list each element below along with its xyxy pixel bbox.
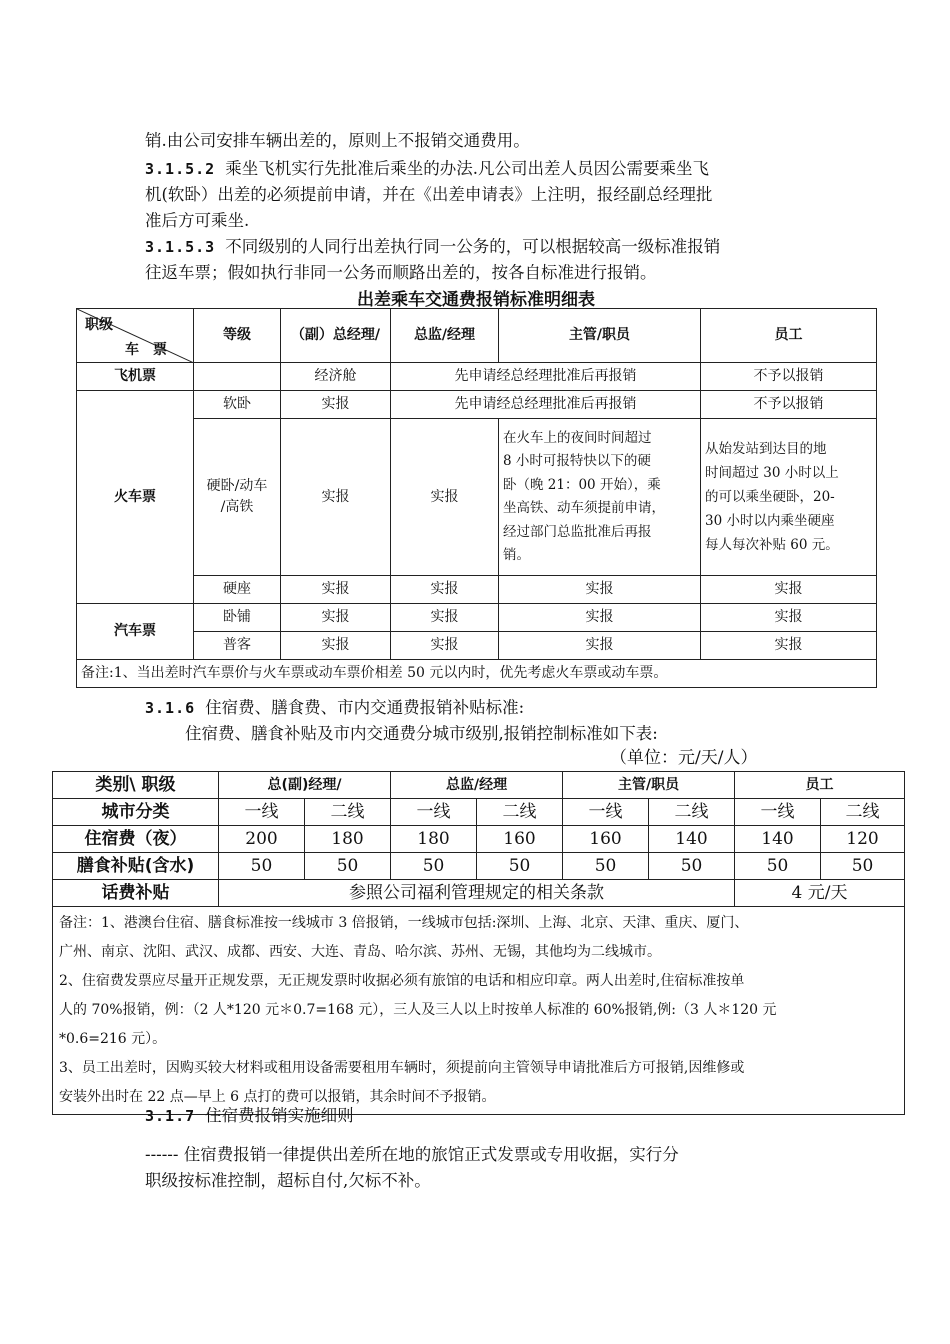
table-cell: 实报 [391, 604, 499, 632]
table-cell: 实报 [701, 604, 877, 632]
header-corner: 类别\ 职级 [53, 772, 219, 799]
section-3-1-6-heading [145, 695, 815, 721]
table-cell: 实报 [281, 391, 391, 419]
table-cell: 160 [563, 826, 649, 853]
table-cell: 不予以报销 [701, 363, 877, 391]
table-cell: 140 [649, 826, 735, 853]
section-number: 3.1.7 [145, 1107, 196, 1125]
table-notes [53, 907, 905, 1115]
table-cell: 50 [821, 853, 905, 880]
cell-line: 时间超过 30 小时以上 [705, 465, 839, 481]
table-header-row [53, 772, 905, 799]
cell-line: 在火车上的夜间时间超过 [503, 429, 652, 446]
table-row [77, 632, 877, 660]
unit-label: （单位：元/天/人） [610, 748, 758, 768]
paragraph-line: 乘坐飞机实行先批准后乘坐的办法.凡公司出差人员因公需要乘坐飞 [225, 159, 709, 178]
table-cell: 一线 [563, 799, 649, 826]
table-cell: 50 [649, 853, 735, 880]
cell-line: 销。 [503, 547, 530, 563]
row-label-plane: 飞机票 [77, 363, 194, 391]
table-cell: 二线 [649, 799, 735, 826]
grade-line: 硬卧/动车 [206, 478, 268, 494]
note-line: 备注：1、港澳台住宿、膳食标准按一线城市 3 倍报销，一线城市包括:深圳、上海、北京、天津、重庆、厦门、 [59, 915, 749, 931]
table-cell: 经济舱 [281, 363, 391, 391]
table-cell: 不予以报销 [701, 391, 877, 419]
row-label-bus: 汽车票 [77, 604, 194, 660]
paragraph-line: 职级按标准控制，超标自付,欠标不补。 [145, 1171, 431, 1190]
header-supervisor: 主管/职员 [499, 309, 701, 363]
note-line: 人的 70%报销，例：（2 人*120 元＊0.7=168 元），三人及三人以上时按单人标准的 60%报销,例:（3 人＊120 元 [59, 1002, 777, 1018]
table-cell-text [701, 419, 877, 576]
table-note-row [53, 907, 905, 1115]
header-employee: 员工 [701, 309, 877, 363]
row-label-meals: 膳食补贴(含水) [53, 853, 219, 880]
table-cell: 120 [821, 826, 905, 853]
table-cell: 实报 [701, 576, 877, 604]
paragraph-line: 准后方可乘坐. [145, 211, 250, 230]
transport-reimbursement-table [76, 308, 877, 688]
cell-line: 经过部门总监批准后再报 [503, 523, 652, 540]
table-cell: 二线 [477, 799, 563, 826]
paragraph-line: ------ 住宿费报销一律提供出差所在地的旅馆正式发票或专用收据，实行分 [145, 1145, 679, 1164]
section-title: 住宿费报销实施细则 [205, 1106, 354, 1125]
table-cell: 实报 [391, 632, 499, 660]
paragraph-line: 机(软卧）出差的必须提前申请，并在《出差申请表》上注明，报经副总经理批 [145, 185, 713, 204]
table-row [77, 604, 877, 632]
section-3-1-7-heading [145, 1103, 815, 1129]
table-row [53, 853, 905, 880]
table-cell: 50 [477, 853, 563, 880]
table-cell: 50 [735, 853, 821, 880]
table-row [77, 576, 877, 604]
table-note: 备注:1、当出差时汽车票价与火车票或动车票价相差 50 元以内时，优先考虑火车票或动车票。 [77, 660, 877, 688]
table-cell: 160 [477, 826, 563, 853]
cell-line: 每人每次补贴 60 元。 [705, 537, 839, 553]
table-cell: 180 [305, 826, 391, 853]
table-cell: 二线 [305, 799, 391, 826]
table-cell [194, 363, 281, 391]
table-cell: 卧铺 [194, 604, 281, 632]
table-row [77, 391, 877, 419]
section-number: 3.1.5.2 [145, 160, 216, 178]
table-cell: 一线 [391, 799, 477, 826]
row-label-city: 城市分类 [53, 799, 219, 826]
table-row [53, 826, 905, 853]
header-rank: 职级 [85, 317, 113, 333]
table-cell: 50 [391, 853, 477, 880]
table-row [53, 880, 905, 907]
row-label-train: 火车票 [77, 391, 194, 604]
table-row [53, 799, 905, 826]
table-row [77, 419, 877, 576]
table-cell: 参照公司福利管理规定的相关条款 [219, 880, 735, 907]
section-title: 住宿费、膳食费、市内交通费报销补贴标准: [205, 698, 525, 717]
table-title: 出差乘车交通费报销标准明细表 [357, 290, 595, 310]
table-cell: 二线 [821, 799, 905, 826]
grade-line: /高铁 [220, 499, 254, 515]
table-cell: 先申请经总经理批准后再报销 [391, 391, 701, 419]
header-supervisor: 主管/职员 [563, 772, 735, 799]
table-cell [194, 419, 281, 576]
table-cell: 4 元/天 [735, 880, 905, 907]
note-line: *0.6=216 元）。 [59, 1031, 167, 1047]
header-grade: 等级 [194, 309, 281, 363]
paragraph-line: 销.由公司安排车辆出差的，原则上不报销交通费用。 [145, 131, 530, 150]
cell-line: 8 小时可报特快以下的硬 [503, 453, 651, 469]
table-cell: 实报 [391, 419, 499, 576]
cell-line: 30 小时以内乘坐硬座 [705, 513, 835, 529]
row-label-lodging: 住宿费（夜） [53, 826, 219, 853]
diagonal-header-cell [77, 309, 194, 363]
table-cell: 实报 [281, 419, 391, 576]
allowance-table [52, 771, 905, 1115]
paragraph-line: 住宿费、膳食补贴及市内交通费分城市级别,报销控制标准如下表: [185, 724, 658, 743]
header-gm: 总(副)经理/ [219, 772, 391, 799]
table-cell: 50 [305, 853, 391, 880]
table-cell: 50 [563, 853, 649, 880]
note-line: 广州、南京、沈阳、武汉、成都、西安、大连、青岛、哈尔滨、苏州、无锡，其他均为二线城市。 [59, 944, 661, 960]
table-cell: 实报 [281, 632, 391, 660]
note-line: 2、住宿费发票应尽量开正规发票，无正规发票时收据必须有旅馆的电话和相应印章。两人出差时,住宿标准按单 [59, 973, 745, 989]
table-cell: 先申请经总经理批准后再报销 [391, 363, 701, 391]
table-cell: 普客 [194, 632, 281, 660]
table-cell: 软卧 [194, 391, 281, 419]
table-cell: 实报 [281, 576, 391, 604]
paragraph-3-1-5-2 [145, 156, 815, 182]
cell-line: 的可以乘坐硬卧，20- [705, 489, 835, 505]
header-ticket: 车票 [125, 342, 181, 358]
table-cell-text [499, 419, 701, 576]
table-cell: 实报 [499, 632, 701, 660]
table-cell: 一线 [219, 799, 305, 826]
table-cell: 50 [219, 853, 305, 880]
table-cell: 140 [735, 826, 821, 853]
note-line: 3、员工出差时，因购买较大材料或租用设备需要租用车辆时，须提前向主管领导申请批准后方可报销,因维修或 [59, 1060, 745, 1076]
table-cell: 实报 [281, 604, 391, 632]
table-note-row [77, 660, 877, 688]
paragraph-3-1-5-3 [145, 234, 815, 260]
table-cell: 实报 [701, 632, 877, 660]
table-cell: 200 [219, 826, 305, 853]
table-cell: 180 [391, 826, 477, 853]
cell-line: 卧（晚 21：00 开始），乘 [503, 476, 661, 493]
note-line: 安装外出时在 22 点—早上 6 点打的费可以报销，其余时间不予报销。 [59, 1089, 496, 1105]
table-header-row [77, 309, 877, 363]
paragraph-line: 往返车票；假如执行非同一公务而顺路出差的，按各自标准进行报销。 [145, 263, 657, 282]
table-cell: 实报 [391, 576, 499, 604]
table-cell: 实报 [499, 576, 701, 604]
table-cell: 硬座 [194, 576, 281, 604]
paragraph-line: 不同级别的人同行出差执行同一公务的，可以根据较高一级标准报销 [225, 237, 721, 256]
table-cell: 实报 [499, 604, 701, 632]
table-row [77, 363, 877, 391]
header-director: 总监/经理 [391, 309, 499, 363]
row-label-phone: 话费补贴 [53, 880, 219, 907]
section-number: 3.1.5.3 [145, 238, 216, 256]
table-cell: 一线 [735, 799, 821, 826]
header-director: 总监/经理 [391, 772, 563, 799]
header-gm: （副）总经理/ [281, 309, 391, 363]
cell-line: 坐高铁、动车须提前申请， [503, 500, 665, 516]
header-employee: 员工 [735, 772, 905, 799]
cell-line: 从始发站到达目的地 [705, 441, 827, 457]
section-number: 3.1.6 [145, 699, 196, 717]
